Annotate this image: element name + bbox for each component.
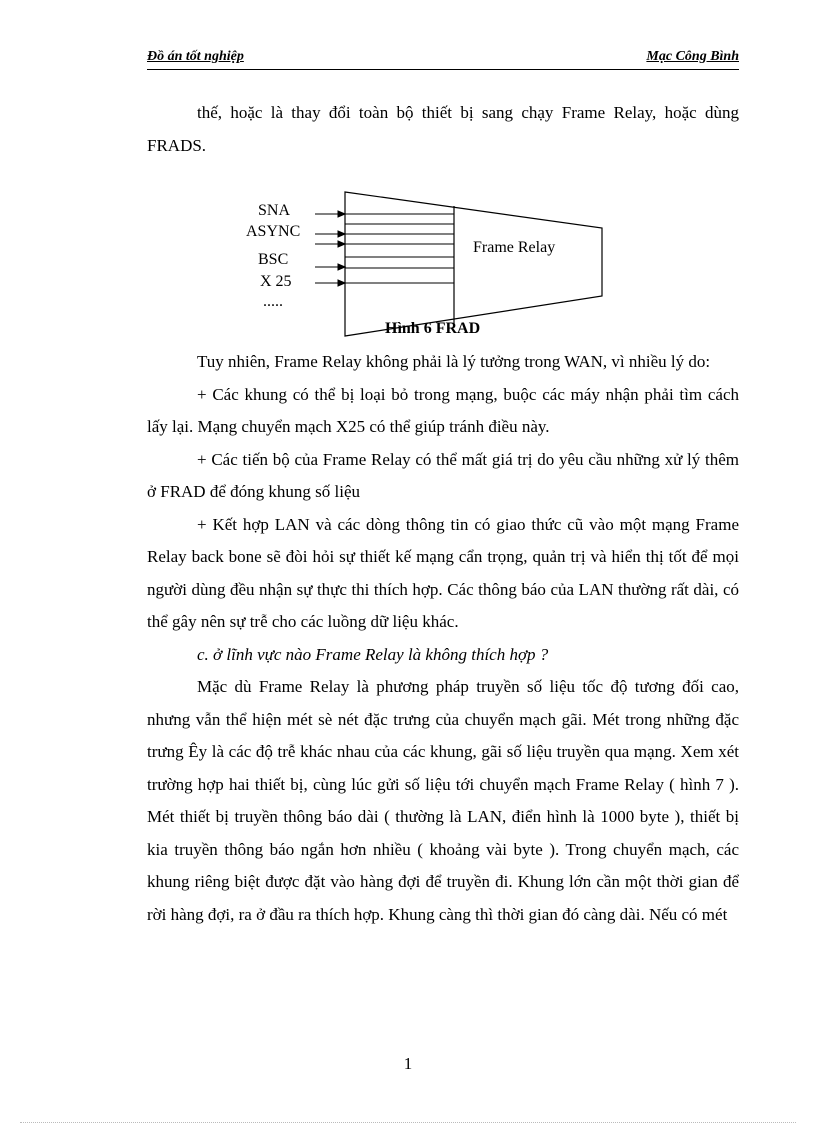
input-label-x25: X 25 <box>260 273 292 290</box>
input-label-sna: SNA <box>258 202 291 219</box>
header-title: Đồ án tốt nghiệp <box>147 49 244 64</box>
arrow-head <box>338 241 345 247</box>
input-label-more: ..... <box>263 293 283 310</box>
page-number: 1 <box>403 1054 413 1073</box>
paragraph: Mặc dù Frame Relay là phương pháp truyền số liệu tốc độ tương đối cao, nhưng vẫn thể hiện mét sè nét đặc trưng của chuyển mạch gãi. Mét trong những đặc trưng Êy là các độ trễ khác nhau của các khung, gãi số liệu truyền qua mạng. Xem xét trường hợp hai thiết bị, cùng lúc gửi số liệu tới chuyển mạch Frame Relay ( hình 7 ). Mét thiết bị truyền thông báo dài ( thường là LAN, điển hình là 1000 byte ), thiết bị kia truyền thông báo ngắn hơn nhiều ( khoảng vài byte ). Trong chuyển mạch, các khung riêng biệt được đặt vào hàng đợi để truyền đi. Khung lớn cần một thời gian để rời hàng đợi, ra ở đầu ra thích hợp. Khung càng thì thời gian đó càng dài. Nếu có mét <box>147 677 739 924</box>
arrow-head <box>338 264 345 270</box>
frad-figure <box>240 188 610 343</box>
frame-relay-label: Frame Relay <box>473 239 556 256</box>
arrow-head <box>338 280 345 286</box>
arrow-head <box>338 211 345 217</box>
input-label-bsc: BSC <box>258 251 289 268</box>
header-author: Mạc Công Bình <box>646 49 739 64</box>
figure-caption: Hình 6 FRAD <box>385 320 481 337</box>
intro-block <box>147 97 739 162</box>
intro-paragraph: thế, hoặc là thay đổi toàn bộ thiết bị sang chạy Frame Relay, hoặc dùng FRADS. <box>147 103 739 155</box>
main-body <box>147 346 739 931</box>
section-heading: c. ở lĩnh vực nào Frame Relay là không thích hợp ? <box>197 644 549 664</box>
paragraph: + Các khung có thể bị loại bỏ trong mạng, buộc các máy nhận phải tìm cách lấy lại. Mạng chuyển mạch X25 có thể giúp tránh điều này. <box>147 384 739 436</box>
input-label-async: ASYNC <box>246 223 301 240</box>
page-header <box>147 47 739 70</box>
paragraph: Tuy nhiên, Frame Relay không phải là lý tưởng trong WAN, vì nhiều lý do: <box>197 352 711 371</box>
paragraph: + Kết hợp LAN và các dòng thông tin có giao thức cũ vào một mạng Frame Relay back bone sẽ đòi hỏi sự thiết kế mạng cẩn trọng, quản trị và hiển thị tốt để mọi người dùng đều nhận sự thực thi thích hợp. Các thông báo của LAN thường rất dài, có thể gây nên sự trễ cho các luồng dữ liệu khác. <box>147 514 739 631</box>
arrow-head <box>338 231 345 237</box>
paragraph: + Các tiến bộ của Frame Relay có thể mất giá trị do yêu cầu những xử lý thêm ở FRAD để đóng khung số liệu <box>147 449 739 501</box>
